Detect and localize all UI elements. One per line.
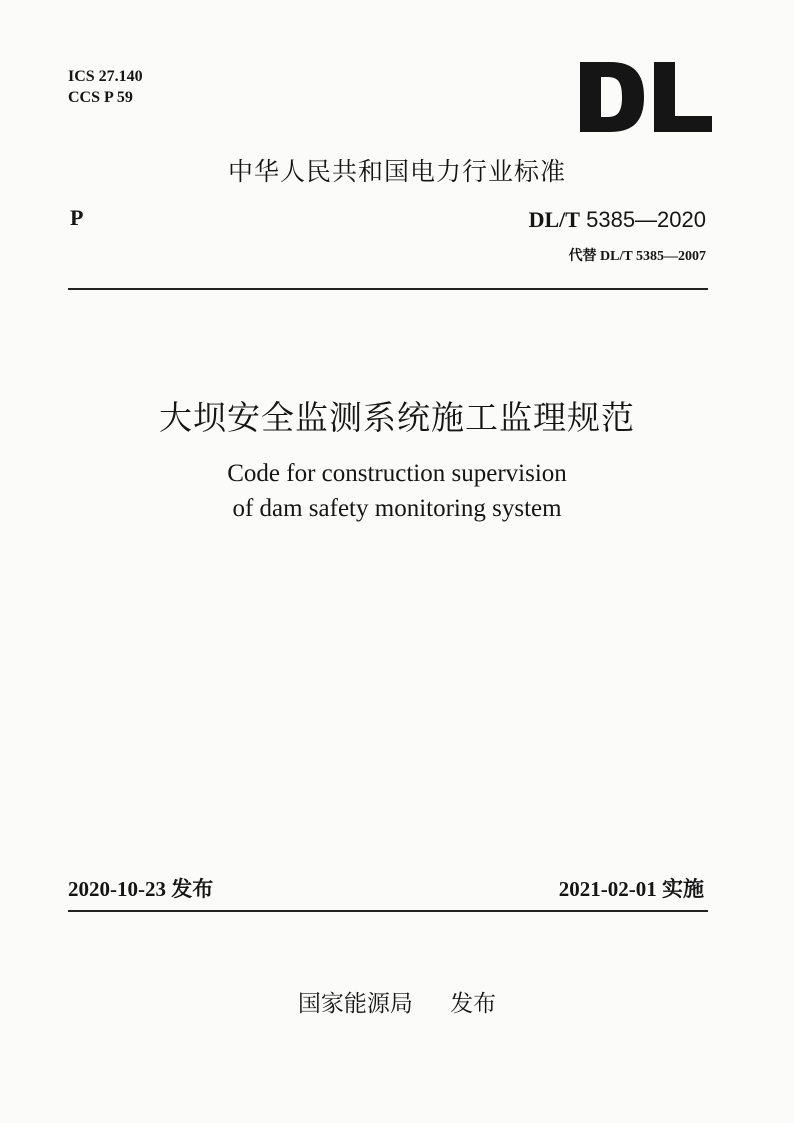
industry-standard-heading: 中华人民共和国电力行业标准 (227, 157, 566, 186)
ics-code: ICS 27.140 (68, 68, 143, 85)
classification-codes (68, 66, 143, 108)
publisher: 国家能源局 发布 (297, 991, 497, 1017)
title-english-line2: of dam safety monitoring system (232, 495, 562, 522)
dl-logo-letter-d (580, 62, 644, 132)
implementation-date: 2021-02-01 实施 (558, 877, 704, 901)
standard-number-value: 5385—2020 (586, 207, 706, 232)
dl-logo-letter-l (654, 62, 712, 132)
title-chinese: 大坝安全监测系统施工监理规范 (159, 398, 635, 437)
title-english-line1: Code for construction supervision (227, 460, 567, 487)
ccs-code: CCS P 59 (68, 89, 133, 106)
standard-prefix: DL/T (528, 207, 580, 232)
dl-logo-icon (580, 62, 712, 132)
standard-number (529, 207, 706, 233)
replaces-standard: 代替 DL/T 5385—2007 (568, 249, 706, 264)
top-divider (68, 288, 708, 290)
category-letter: P (70, 205, 84, 230)
bottom-divider (68, 910, 708, 912)
issue-date: 2020-10-23 发布 (68, 877, 214, 901)
title-english (0, 456, 794, 526)
